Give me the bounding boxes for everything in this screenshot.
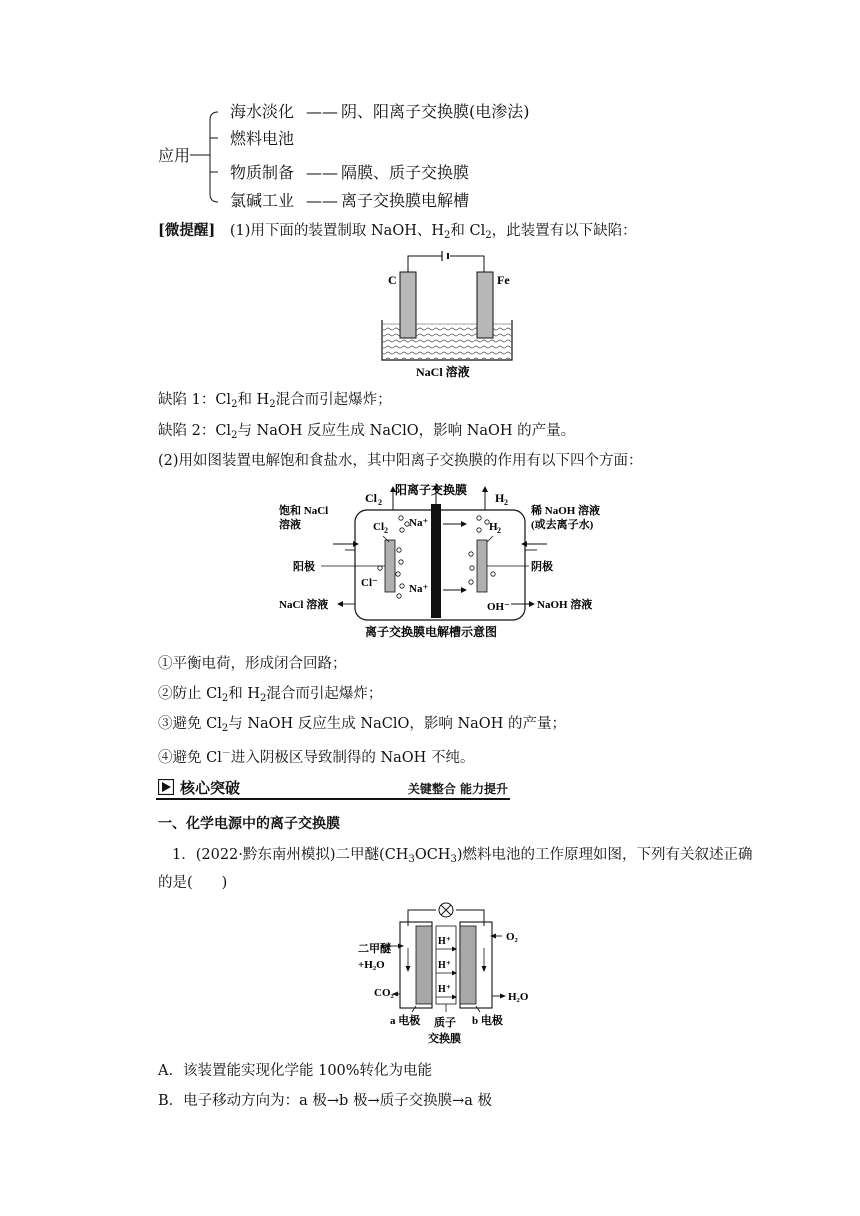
play-icon [158, 779, 174, 795]
svg-text:交换膜: 交换膜 [428, 1033, 461, 1045]
tree-item-desc: 离子交换膜电解槽 [341, 191, 470, 210]
svg-text:溶液: 溶液 [279, 519, 301, 531]
tree-item-name: 燃料电池 [230, 129, 295, 148]
b-electrode-label: b 电极 [472, 1015, 503, 1027]
point-4: ④避免 Cl－进入阴极区导致制得的 NaOH 不纯。 [158, 749, 475, 766]
tree-bracket [190, 100, 230, 210]
label-c: C [388, 273, 397, 287]
membrane [431, 504, 441, 618]
cathode-plate [477, 540, 487, 592]
svg-text:2: 2 [497, 526, 501, 535]
svg-text:二甲醚: 二甲醚 [358, 943, 391, 955]
label-fe: Fe [497, 273, 510, 287]
svg-text:+H₂O: +H₂O [358, 959, 385, 971]
tree-item-desc: 隔膜、质子交换膜 [341, 163, 470, 182]
svg-text:质子: 质子 [434, 1017, 456, 1029]
svg-text:H⁺: H⁺ [438, 984, 452, 995]
section-header [156, 776, 510, 800]
tree-item-dash: —— [306, 163, 338, 182]
anode-label: 阳极 [293, 561, 315, 573]
a-electrode-label: a 电极 [390, 1015, 421, 1027]
figure-caption: NaCl 溶液 [416, 365, 470, 379]
svg-text:CO₂: CO₂ [374, 987, 394, 999]
svg-text:2: 2 [384, 526, 388, 535]
svg-text:H⁺: H⁺ [438, 960, 452, 971]
svg-text:H⁺: H⁺ [438, 936, 452, 947]
section-subtitle: 关键整合 能力提升 [407, 782, 508, 796]
svg-text:O₂: O₂ [506, 931, 518, 943]
tree-item-name: 海水淡化 [230, 102, 295, 121]
svg-text:Cl: Cl [365, 491, 377, 505]
defect-2: 缺陷 2：$Cl_2$与 NaOH 反应生成 NaClO，影响 NaOH 的产量。 [158, 423, 576, 441]
question-line-1: 1．(2022·黔东南州模拟)二甲醚$(CH_3OCH_3)$燃料电池的工作原理如图，下列有关叙述正确 [172, 847, 753, 865]
ion-exchange-cell-figure [275, 478, 605, 640]
svg-text:(或去离子水): (或去离子水) [531, 519, 594, 531]
point-3: ③避免 $Cl_2$与 NaOH 反应生成 NaClO，影响 NaOH 的产量； [158, 716, 566, 734]
svg-text:Cl⁻: Cl⁻ [361, 577, 378, 589]
section-title: 核心突破 [180, 779, 241, 797]
svg-text:OH⁻: OH⁻ [487, 601, 510, 613]
carbon-electrode [400, 272, 416, 338]
tree-root: 应用 [158, 146, 191, 165]
point-2: ②防止 $Cl_2$和 $H_2$混合而引起爆炸； [158, 686, 383, 704]
electrolysis-cell-figure [370, 248, 520, 380]
b-electrode-plate [460, 926, 476, 1004]
cathode-label: 阴极 [531, 561, 553, 573]
tip-tag: [微提醒] [158, 222, 216, 239]
svg-text:NaCl 溶液: NaCl 溶液 [279, 599, 329, 611]
svg-text:H: H [489, 521, 498, 533]
tip-paragraph: [微提醒] (1)用下面的装置制取 NaOH、$H_2$和 $Cl_2$，此装置有以下缺陷： [158, 222, 637, 241]
point-1: ①平衡电荷，形成闭合回路； [158, 656, 347, 672]
subsection-title: 一、化学电源中的离子交换膜 [158, 816, 340, 832]
defect-1: 缺陷 1：$Cl_2$和 $H_2$混合而引起爆炸； [158, 392, 392, 410]
svg-text:饱和 NaCl: 饱和 NaCl [279, 505, 329, 517]
fuel-cell-figure [350, 898, 540, 1050]
anode-plate [385, 540, 395, 592]
question-line-2: 的是( ) [158, 875, 228, 891]
svg-text:NaOH 溶液: NaOH 溶液 [537, 599, 593, 611]
membrane-label: 阳离子交换膜 [395, 483, 468, 497]
option-a: A．该装置能实现化学能 100%转化为电能 [158, 1063, 433, 1079]
tree-item-dash: —— [306, 102, 338, 121]
tree-item-desc: 阴、阳离子交换膜(电渗法) [341, 102, 530, 121]
na-ion-top: Na⁺ [409, 517, 429, 529]
a-electrode-plate [416, 926, 432, 1004]
option-b: B．电子移动方向为：a 极→b 极→质子交换膜→a 极 [158, 1093, 493, 1109]
svg-text:Cl: Cl [373, 521, 384, 533]
tree-item-name: 氯碱工业 [230, 191, 295, 210]
paragraph-2: (2)用如图装置电解饱和食盐水，其中阳离子交换膜的作用有以下四个方面： [158, 453, 643, 469]
svg-text:2: 2 [378, 498, 382, 507]
svg-text:H: H [495, 491, 505, 505]
na-ion-bottom: Na⁺ [409, 583, 429, 595]
iron-electrode [477, 272, 493, 338]
figure-caption: 离子交换膜电解槽示意图 [365, 625, 498, 639]
tree-item-name: 物质制备 [230, 163, 295, 182]
svg-text:H₂O: H₂O [508, 991, 529, 1003]
svg-text:2: 2 [504, 498, 508, 507]
svg-text:稀 NaOH 溶液: 稀 NaOH 溶液 [531, 505, 601, 517]
tree-item-dash: —— [306, 191, 338, 210]
